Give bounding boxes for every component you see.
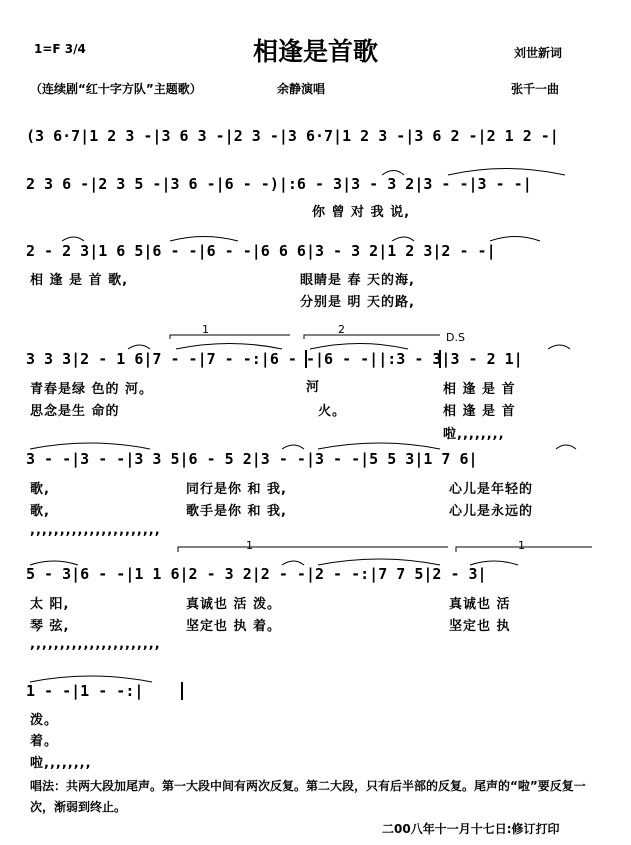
lyric-line: 青春是绿 色的 河。: [30, 382, 154, 397]
lyric-line: 心儿是年轻的: [449, 482, 534, 497]
lyric-line: 太 阳,: [30, 597, 70, 612]
revision-date: 二00八年十一月十七日:修订打印: [382, 822, 560, 836]
lyric-line: 琴 弦,: [30, 619, 70, 634]
lyric-line: 相 逢 是 首 歌,: [30, 273, 129, 288]
lyric-line: 相 逢 是 首: [443, 382, 516, 397]
lyric-line: 相 逢 是 首: [443, 404, 516, 419]
lyric-line: ,,,,,,,,,,,,,,,,,,,,,,: [30, 637, 161, 652]
singer: 余静演唱: [277, 82, 326, 96]
performance-instructions: 唱法：共两大段加尾声。第一大段中间有两次反复。第二大段，只有后半部的反复。尾声的“啦”要反复一次，渐弱到终止。: [30, 779, 586, 814]
lyric-line: 泼。: [30, 713, 59, 728]
lyric-line: 着。: [30, 734, 59, 749]
volta-number: 1: [246, 539, 253, 552]
notation-line-7: 1 - -|1 - -:|: [26, 682, 144, 700]
lyric-line: 啦,,,,,,,,: [30, 756, 92, 771]
lyric-line: 思念是生 命的: [30, 404, 120, 419]
notation-line-4: 3 3 3|2 - 1 6|7 - -|7 - -:|6 - -|6 - -||:3 - 3|3 - 2 1|: [26, 350, 523, 368]
notation-line-2: 2 3 6 -|2 3 5 -|3 6 -|6 - -)|:6 - 3|3 - 3 2|3 - -|3 - -|: [26, 175, 532, 193]
lyric-line: 火。: [318, 404, 347, 419]
lyric-line: 眼睛是 春 天的海,: [300, 273, 415, 288]
lyric-line: 歌,: [30, 504, 50, 519]
notation-line-1: (3 6·7|1 2 3 -|3 6 3 -|2 3 -|3 6·7|1 2 3 -|3 6 2 -|2 1 2 -|: [26, 127, 559, 145]
song-source: （连续剧“红十字方队”主题歌）: [30, 82, 202, 96]
notation-line-6: 5 - 3|6 - -|1 1 6|2 - 3 2|2 - -|2 - -:|7 7 5|2 - 3|: [26, 565, 487, 583]
lyric-line: 真诚也 活 泼。: [186, 597, 282, 612]
song-title: 相逢是首歌: [252, 37, 378, 66]
lyric-line: 河: [306, 380, 321, 395]
key-signature: 1=F 3/4: [34, 42, 86, 56]
notation-line-5: 3 - -|3 - -|3 3 5|6 - 5 2|3 - -|3 - -|5 5 3|1 7 6|: [26, 450, 478, 468]
lyric-line: 真诚也 活: [449, 597, 511, 612]
lyric-line: 分别是 明 天的路,: [300, 295, 415, 310]
lyric-line: 同行是你 和 我,: [186, 482, 287, 497]
lyric-line: 心儿是永远的: [449, 504, 534, 519]
dal-segno: D.S: [446, 331, 465, 344]
lyric-line: 歌手是你 和 我,: [186, 504, 287, 519]
lyric-line: 啦,,,,,,,,: [443, 427, 505, 442]
lyric-line: ,,,,,,,,,,,,,,,,,,,,,,: [30, 523, 161, 538]
lyricist: 刘世新词: [514, 46, 563, 60]
volta-number: 2: [338, 323, 345, 336]
lyric-line: 歌,: [30, 482, 50, 497]
notation-line-3: 2 - 2 3|1 6 5|6 - -|6 - -|6 6 6|3 - 3 2|1 2 3|2 - -|: [26, 242, 496, 260]
lyric-line: 坚定也 执 着。: [186, 619, 282, 634]
volta-number: 1: [202, 323, 209, 336]
composer: 张千一曲: [511, 82, 560, 96]
lyric-line: 你 曾 对 我 说,: [312, 205, 411, 220]
volta-number: 1: [518, 539, 525, 552]
lyric-line: 坚定也 执: [449, 619, 511, 634]
